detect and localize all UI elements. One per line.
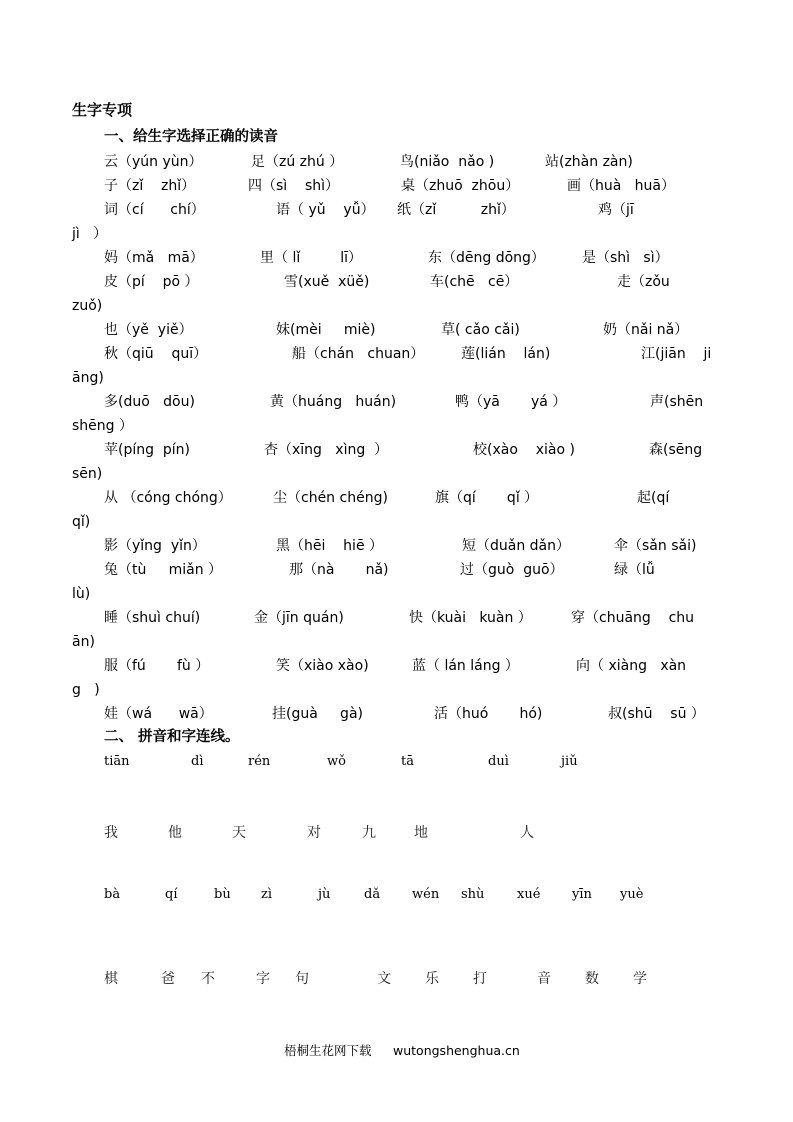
- hanzi-item: 文: [377, 971, 391, 987]
- character-pinyin-choice: 那（nà nǎ): [289, 562, 389, 578]
- exercise-line: [0, 248, 793, 268]
- character-pinyin-choice: ān): [72, 634, 95, 650]
- exercise-line: [0, 416, 793, 436]
- character-pinyin-choice: 车(chē cē）: [430, 274, 519, 290]
- character-pinyin-choice: 笑（xiào xào): [276, 658, 369, 674]
- hanzi-item: 句: [295, 971, 309, 987]
- pinyin-item: tā: [401, 754, 414, 769]
- hanzi-item: 天: [232, 825, 246, 841]
- exercise-line: [0, 440, 793, 460]
- exercise-line: [0, 488, 793, 508]
- character-pinyin-choice: 蓝（ lán láng ）: [412, 658, 519, 674]
- character-pinyin-choice: 鸡（jī: [598, 202, 634, 218]
- character-pinyin-choice: 鸟(niǎo nǎo ): [400, 154, 495, 170]
- exercise-line: [0, 704, 793, 724]
- hanzi-item: 他: [168, 825, 182, 841]
- character-pinyin-choice: 皮（pí pō ）: [104, 274, 199, 290]
- character-pinyin-choice: 纸（zǐ zhǐ）: [397, 202, 515, 218]
- pinyin-item: dǎ: [364, 887, 381, 902]
- pinyin-item: rén: [248, 754, 271, 769]
- character-pinyin-choice: 杏（xīng xìng ）: [264, 442, 389, 458]
- hanzi-item: 数: [585, 971, 599, 987]
- character-pinyin-choice: 站(zhàn zàn): [545, 154, 633, 170]
- character-pinyin-choice: 黑（hēi hiē ）: [276, 538, 384, 554]
- character-pinyin-choice: 是（shì sì）: [582, 250, 669, 266]
- hanzi-item: 地: [414, 825, 428, 841]
- exercise-line: [0, 632, 793, 652]
- character-pinyin-choice: 伞（sǎn sǎi): [614, 538, 697, 554]
- hanzi-item: 乐: [425, 971, 439, 987]
- character-pinyin-choice: 子（zǐ zhǐ）: [104, 178, 196, 194]
- exercise-line: [0, 272, 793, 292]
- pinyin-row2: [0, 885, 793, 905]
- exercise-line: [0, 392, 793, 412]
- character-pinyin-choice: 也（yě yiě）: [104, 322, 193, 338]
- character-pinyin-choice: 莲(lián lán): [461, 346, 551, 362]
- exercise-line: [0, 536, 793, 556]
- character-pinyin-choice: 桌（zhuō zhōu）: [401, 178, 520, 194]
- character-pinyin-choice: 绿（lǚ: [614, 562, 655, 578]
- character-pinyin-choice: 过（guò guō）: [460, 562, 564, 578]
- pinyin-item: wén: [412, 887, 440, 902]
- character-pinyin-choice: 苹(píng pín): [104, 442, 191, 458]
- character-pinyin-choice: 词（cí chí）: [104, 202, 205, 218]
- character-pinyin-choice: zuǒ): [72, 298, 103, 314]
- character-pinyin-choice: 影（yǐng yǐn）: [104, 538, 206, 554]
- exercise-line: [0, 344, 793, 364]
- character-pinyin-choice: 走（zǒu: [617, 274, 670, 290]
- hanzi-item: 人: [520, 825, 534, 841]
- exercise-line: [0, 296, 793, 316]
- character-pinyin-choice: 语（ yǔ yǚ）: [276, 202, 375, 218]
- character-pinyin-choice: 足（zú zhú ）: [251, 154, 344, 170]
- character-pinyin-choice: 校(xào xiào ): [473, 442, 575, 458]
- character-pinyin-choice: qǐ): [72, 514, 91, 530]
- character-pinyin-choice: 声(shēn: [650, 394, 704, 410]
- character-pinyin-choice: 挂(guà gà): [272, 706, 363, 722]
- footer-url: wutongshenghua.cn: [393, 1043, 520, 1058]
- character-pinyin-choice: 睡（shuì chuí): [104, 610, 201, 626]
- pinyin-item: tiān: [104, 754, 130, 769]
- character-pinyin-choice: 船（chán chuan）: [292, 346, 425, 362]
- footer-site-name: 梧桐生花网下载: [284, 1043, 372, 1058]
- character-pinyin-choice: shēng ）: [72, 418, 133, 434]
- section2-heading-line: [0, 727, 793, 747]
- character-pinyin-choice: 兔（tù miǎn ）: [104, 562, 223, 578]
- character-pinyin-choice: 穿（chuāng chu: [571, 610, 695, 626]
- character-pinyin-choice: 服（fú fù ）: [104, 658, 210, 674]
- character-pinyin-choice: 起(qí: [637, 490, 670, 506]
- character-pinyin-choice: 云（yún yùn）: [104, 154, 203, 170]
- character-pinyin-choice: 旗（qí qǐ ）: [435, 490, 539, 506]
- pinyin-item: jù: [318, 887, 331, 902]
- character-pinyin-choice: 金（jīn quán): [254, 610, 344, 626]
- exercise-line: [0, 584, 793, 604]
- hanzi-item: 对: [307, 825, 321, 841]
- character-pinyin-choice: 妈（mǎ mā）: [104, 250, 204, 266]
- character-pinyin-choice: 东（dēng dōng）: [428, 250, 545, 266]
- hanzi-item: 打: [473, 971, 487, 987]
- character-pinyin-choice: 从 （cóng chóng）: [104, 490, 232, 506]
- exercise-line: [0, 512, 793, 532]
- character-pinyin-choice: 短（duǎn dǎn）: [462, 538, 571, 554]
- character-pinyin-choice: 娃（wá wā）: [104, 706, 213, 722]
- exercise-line: [0, 152, 793, 172]
- exercise-line: [0, 608, 793, 628]
- character-pinyin-choice: 四（sì shì）: [248, 178, 340, 194]
- section2-heading: 二、 拼音和字连线。: [104, 729, 240, 745]
- document-title: 生字专项: [72, 101, 133, 119]
- pinyin-item: zì: [261, 887, 273, 902]
- hanzi-item: 字: [256, 971, 270, 987]
- pinyin-item: jiǔ: [561, 754, 578, 769]
- exercise-line: [0, 320, 793, 340]
- pinyin-item: dì: [191, 754, 204, 769]
- exercise-line: [0, 368, 793, 388]
- hanzi-item: 学: [633, 971, 647, 987]
- pinyin-item: yuè: [620, 887, 644, 902]
- exercise-line: [0, 224, 793, 244]
- character-pinyin-choice: g ): [72, 682, 100, 698]
- hanzi-item: 音: [537, 971, 551, 987]
- hanzi-row1: [0, 823, 793, 843]
- character-pinyin-choice: 黄（huáng huán): [270, 394, 397, 410]
- character-pinyin-choice: jì ）: [72, 226, 108, 242]
- exercise-line: [0, 656, 793, 676]
- character-pinyin-choice: 妹(mèi miè): [276, 322, 376, 338]
- character-pinyin-choice: 草( cǎo cǎi): [441, 322, 520, 338]
- hanzi-item: 爸: [161, 971, 175, 987]
- hanzi-item: 我: [104, 825, 118, 841]
- character-pinyin-choice: āng): [72, 370, 104, 386]
- exercise-line: [0, 200, 793, 220]
- character-pinyin-choice: 向（ xiàng xàn: [576, 658, 687, 674]
- exercise-line: [0, 680, 793, 700]
- pinyin-item: yīn: [572, 887, 592, 902]
- character-pinyin-choice: 雪(xuě xüě): [284, 274, 370, 290]
- character-pinyin-choice: 森(sēng: [649, 442, 703, 458]
- hanzi-row2: [0, 969, 793, 989]
- exercise-line: [0, 176, 793, 196]
- character-pinyin-choice: 奶（nǎi nǎ）: [603, 322, 689, 338]
- section1-heading-line: [0, 127, 793, 147]
- character-pinyin-choice: 叔(shū sū ）: [608, 706, 705, 722]
- hanzi-item: 棋: [104, 971, 118, 987]
- character-pinyin-choice: lù): [72, 586, 91, 602]
- pinyin-item: shù: [461, 887, 485, 902]
- pinyin-item: bà: [104, 887, 121, 902]
- section1-heading: 一、给生字选择正确的读音: [104, 129, 278, 145]
- pinyin-row1: [0, 752, 793, 772]
- pinyin-item: wǒ: [327, 754, 346, 769]
- pinyin-item: xué: [517, 887, 541, 902]
- footer: [0, 1041, 793, 1061]
- character-pinyin-choice: 快（kuài kuàn ）: [409, 610, 532, 626]
- character-pinyin-choice: 里（ lǐ lī）: [260, 250, 363, 266]
- document-title-line: [0, 100, 793, 120]
- pinyin-item: qí: [165, 887, 178, 902]
- character-pinyin-choice: 尘（chén chéng): [273, 490, 388, 506]
- exercise-line: [0, 560, 793, 580]
- pinyin-item: bù: [214, 887, 231, 902]
- character-pinyin-choice: 江(jiān ji: [641, 346, 712, 362]
- character-pinyin-choice: 多(duō dōu): [104, 394, 195, 410]
- character-pinyin-choice: 鸭（yā yá ）: [455, 394, 567, 410]
- hanzi-item: 九: [362, 825, 376, 841]
- pinyin-item: duì: [488, 754, 509, 769]
- character-pinyin-choice: 活（huó hó): [434, 706, 543, 722]
- exercise-line: [0, 464, 793, 484]
- hanzi-item: 不: [201, 971, 215, 987]
- character-pinyin-choice: 画（huà huā）: [567, 178, 676, 194]
- character-pinyin-choice: 秋（qiū quī）: [104, 346, 208, 362]
- character-pinyin-choice: sēn): [72, 466, 103, 482]
